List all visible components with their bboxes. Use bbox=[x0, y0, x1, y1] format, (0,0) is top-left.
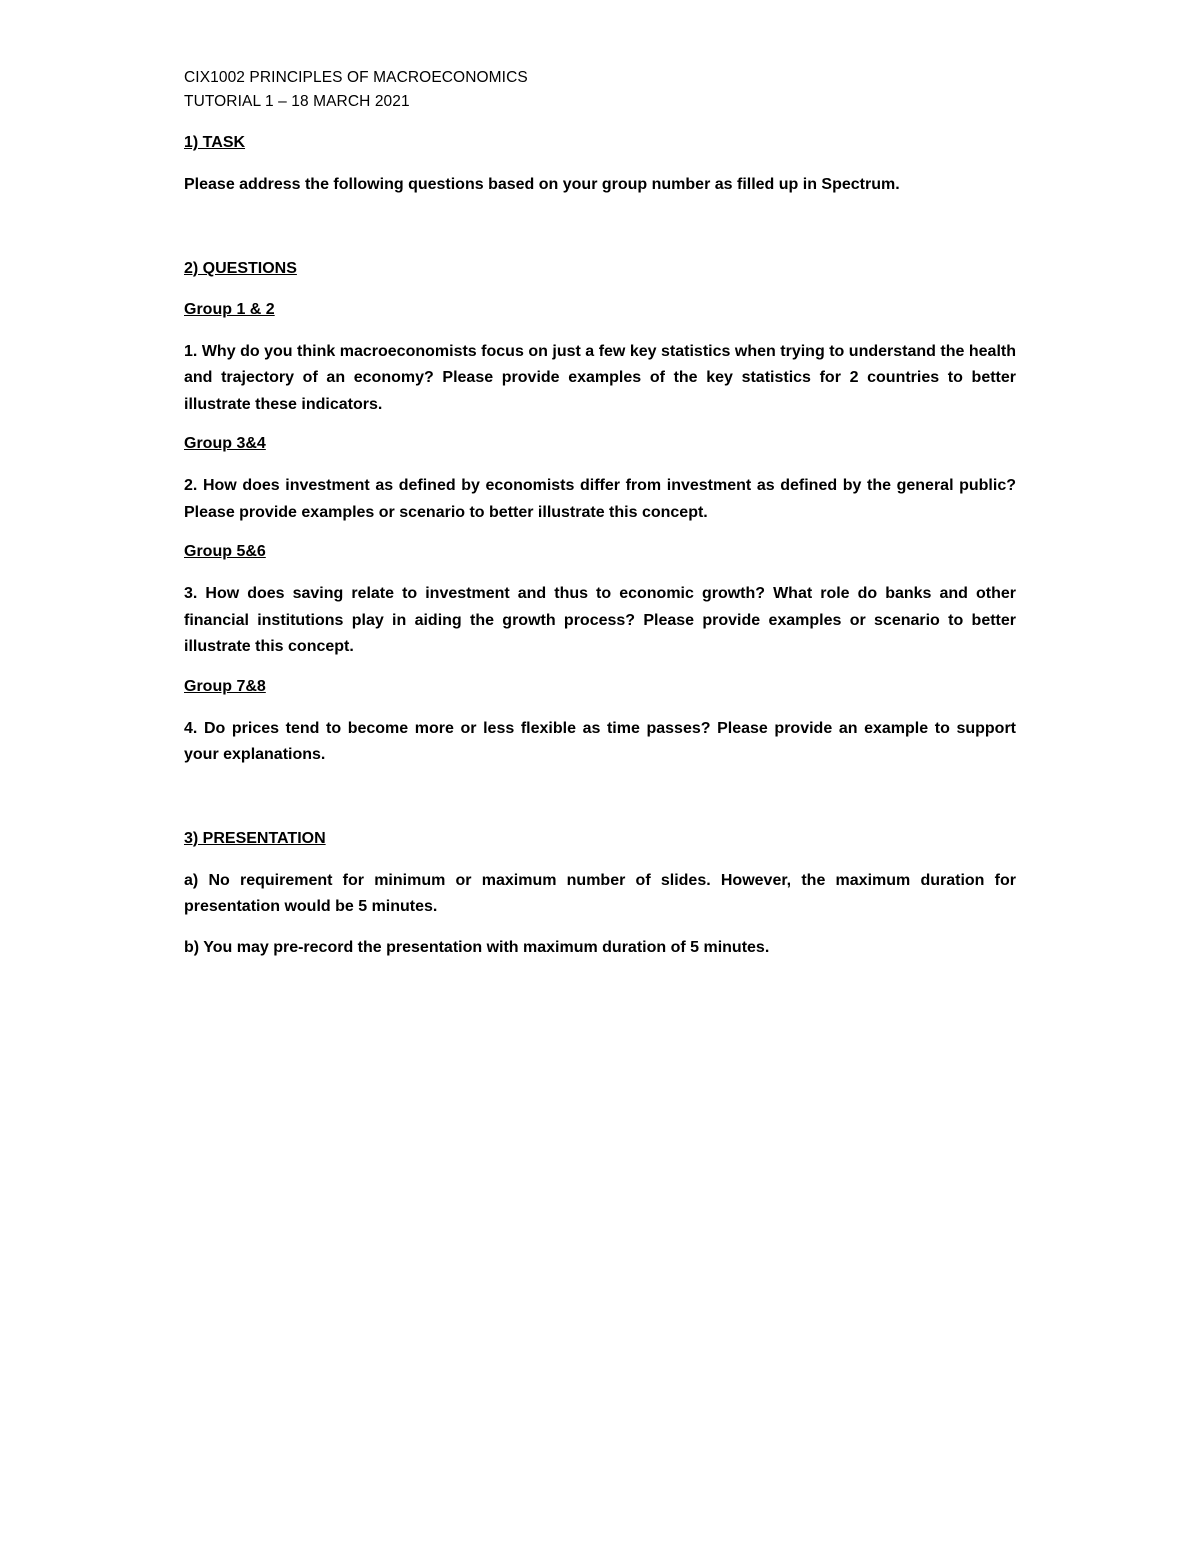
question-1: 1. Why do you think macroeconomists focus on just a few key statistics when trying to understand the health and trajectory of an economy? Please provide examples of the key statistics for 2 countries to better illustrate these indicators. bbox=[184, 342, 1016, 413]
group-5-6-label: Group 5&6 bbox=[184, 543, 266, 560]
task-text: Please address the following questions based on your group number as filled up in Spectrum. bbox=[184, 176, 900, 193]
question-3: 3. How does saving relate to investment and thus to economic growth? What role do banks and other financial institutions play in aiding the growth process? Please provide examples or scenario to better illustrate this concept. bbox=[184, 585, 1016, 655]
task-heading: 1) TASK bbox=[184, 134, 246, 151]
presentation-heading: 3) PRESENTATION bbox=[184, 829, 326, 847]
group-1-2-label: Group 1 & 2 bbox=[184, 300, 275, 318]
question-4: 4. Do prices tend to become more or less flexible as time passes? Please provide an example to support your explanations. bbox=[184, 719, 1016, 763]
group-7-8-label: Group 7&8 bbox=[184, 677, 266, 695]
document-content bbox=[184, 66, 1016, 961]
question-2: 2. How does investment as defined by economists differ from investment as defined by the general public? Please provide examples or scenario to better illustrate this concept. bbox=[184, 477, 1016, 521]
group-3-4-label: Group 3&4 bbox=[184, 435, 266, 452]
tutorial-date: TUTORIAL 1 – 18 MARCH 2021 bbox=[184, 93, 410, 110]
presentation-item-b: b) You may pre-record the presentation with maximum duration of 5 minutes. bbox=[184, 938, 770, 956]
presentation-item-a: a) No requirement for minimum or maximum number of slides. However, the maximum duration for presentation would be 5 minutes. bbox=[184, 871, 1016, 915]
course-title: CIX1002 PRINCIPLES OF MACROECONOMICS bbox=[184, 69, 528, 86]
questions-heading: 2) QUESTIONS bbox=[184, 259, 297, 277]
